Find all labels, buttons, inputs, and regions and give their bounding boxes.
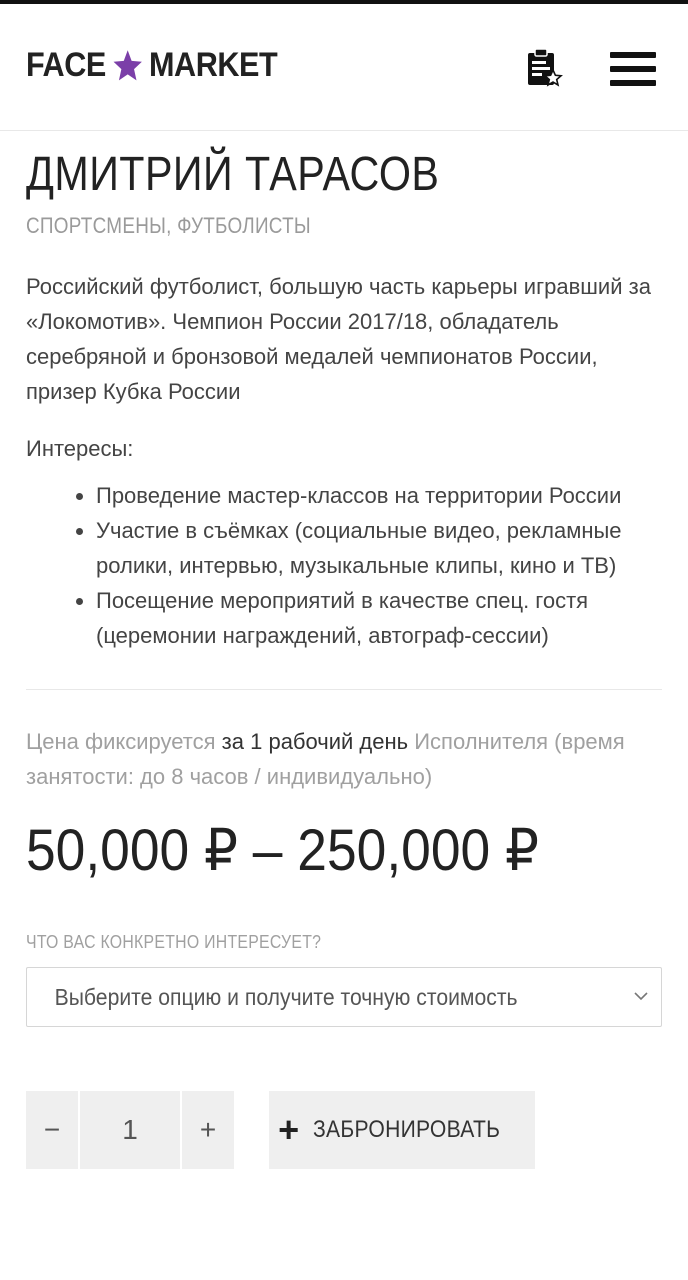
category-separator: , bbox=[166, 213, 178, 238]
wishlist-button[interactable] bbox=[522, 46, 566, 90]
interest-item: • Участие в съёмках (социальные видео, рекламные ролики, интервью, музыкальные клипы, кино и ТВ) bbox=[96, 513, 662, 583]
page-title: ДМИТРИЙ ТАРАСОВ bbox=[26, 148, 440, 201]
star-icon bbox=[111, 48, 143, 84]
quantity-input[interactable]: 1 bbox=[80, 1091, 180, 1169]
logo-text-market: MARKET bbox=[149, 46, 278, 84]
option-select-label: ЧТО ВАС КОНКРЕТНО ИНТЕРЕСУЕТ? bbox=[26, 932, 322, 952]
interest-item: • Посещение мероприятий в качестве спец. гостя (церемонии награждений, автограф-сессии) bbox=[96, 583, 662, 653]
option-select[interactable] bbox=[26, 967, 662, 1027]
price-note-text: Цена фиксируется bbox=[26, 729, 222, 754]
book-button-label: ЗАБРОНИРОВАТЬ bbox=[313, 1116, 501, 1143]
category-link-footballers[interactable]: ФУТБОЛИСТЫ bbox=[177, 213, 311, 238]
interests-list bbox=[26, 478, 662, 653]
category-link-sportsmen[interactable]: СПОРТСМЕНЫ bbox=[26, 213, 167, 238]
price-note bbox=[26, 724, 662, 794]
plus-icon: + bbox=[278, 1109, 300, 1150]
book-button[interactable] bbox=[269, 1091, 535, 1169]
price-note-highlight: за 1 рабочий день bbox=[221, 729, 409, 754]
interests-heading: Интересы: bbox=[26, 436, 134, 461]
site-header bbox=[0, 4, 688, 131]
quantity-stepper bbox=[26, 1091, 234, 1169]
booking-actions bbox=[26, 1091, 662, 1169]
main-content bbox=[0, 147, 688, 1169]
category-links bbox=[26, 213, 573, 239]
price-range: 50,000 ₽ – 250,000 ₽ bbox=[26, 818, 539, 883]
chevron-down-icon bbox=[633, 988, 649, 1004]
face-market-logo[interactable] bbox=[26, 46, 277, 85]
section-divider bbox=[26, 689, 662, 690]
clipboard-star-icon bbox=[524, 47, 564, 89]
interest-item: • Проведение мастер-классов на территории России bbox=[96, 478, 662, 513]
quantity-decrease-button[interactable]: − bbox=[26, 1091, 78, 1169]
quantity-increase-button[interactable]: + bbox=[182, 1091, 234, 1169]
logo-text-face: FACE bbox=[26, 46, 106, 84]
menu-icon[interactable] bbox=[608, 48, 660, 88]
price-note-text-2: Исполнителя (время занятости: до 8 часов / индивидуально) bbox=[26, 729, 625, 789]
option-select-placeholder: Выберите опцию и получите точную стоимость bbox=[54, 983, 518, 1010]
artist-description: Российский футболист, большую часть карьеры игравший за «Локомотив». Чемпион России 2017/18, обладатель серебряной и бронзовой медалей чемпионатов России, призер Кубка России bbox=[26, 274, 651, 404]
